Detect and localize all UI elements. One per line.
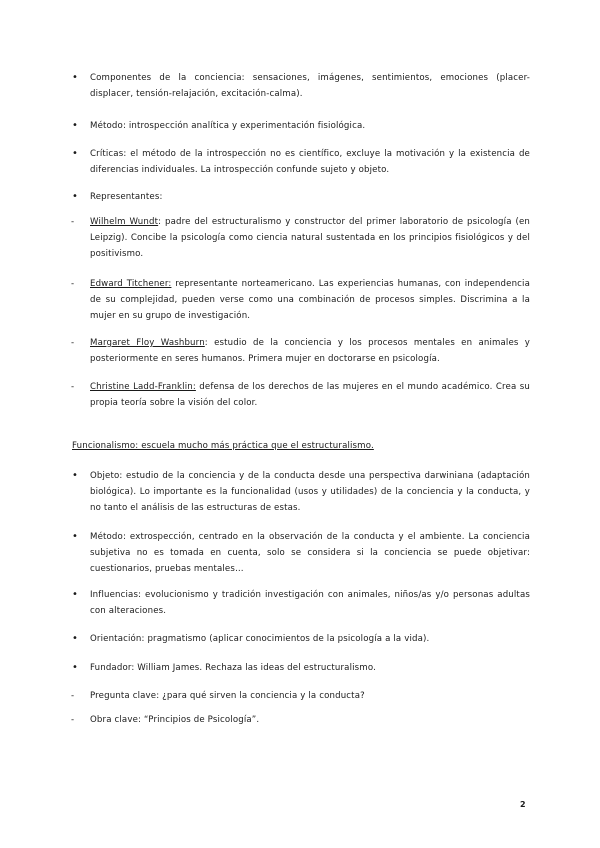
- item-text: Orientación: pragmatismo (aplicar conocimientos de la psicología a la vida).: [90, 634, 430, 644]
- section-heading: Funcionalismo: escuela mucho más práctica que el estructuralismo.: [72, 441, 374, 451]
- item-text: Pregunta clave: ¿para qué sirven la conciencia y la conducta?: [90, 691, 365, 701]
- item-text: Críticas: el método de la introspección no es científico, excluye la motivación y la existencia de diferencias individuales. La introspección confunde sujeto y objeto.: [90, 149, 530, 175]
- list-item: [71, 712, 530, 728]
- item-text: Influencias: evolucionismo y tradición investigación con animales, niños/as y/o personas adultas con alteraciones.: [90, 590, 530, 616]
- item-text: Fundador: William James. Rechaza las ideas del estructuralismo.: [90, 663, 376, 673]
- bullet-icon: •: [72, 662, 79, 673]
- dash-icon: -: [71, 338, 75, 348]
- list-item: [72, 146, 530, 178]
- representative-text: : estudio de la conciencia y los procesos mentales en animales y posteriormente en seres humanos. Primera mujer en doctorarse en psicología.: [90, 338, 530, 364]
- bullet-icon: •: [72, 531, 79, 542]
- representative-text: defensa de los derechos de las mujeres en el mundo académico. Crea su propia teoría sobre la visión del color.: [90, 382, 531, 408]
- bullet-icon: •: [72, 72, 79, 83]
- list-item: [72, 118, 530, 134]
- dash-icon: -: [71, 691, 75, 701]
- list-item: [71, 688, 530, 704]
- representative-item: [71, 335, 530, 367]
- bullet-icon: •: [72, 148, 79, 159]
- item-text: Componentes de la conciencia: sensaciones, imágenes, sentimientos, emociones (placer-displacer, tensión-relajación, excitación-calma).: [90, 73, 530, 99]
- dash-icon: -: [71, 382, 75, 392]
- representative-name: Christine Ladd-Franklin:: [90, 382, 196, 392]
- representative-item: [71, 214, 530, 262]
- representative-item: [71, 276, 530, 324]
- bullet-icon: •: [72, 633, 79, 644]
- page-number: 2: [520, 800, 526, 809]
- item-text: Representantes:: [90, 192, 163, 202]
- list-item: [72, 189, 530, 205]
- list-item: [72, 587, 530, 619]
- list-item: [72, 468, 530, 516]
- list-item: [72, 70, 530, 102]
- dash-icon: -: [71, 279, 75, 289]
- bullet-icon: •: [72, 589, 79, 600]
- dash-icon: -: [71, 715, 75, 725]
- item-text: Obra clave: “Principios de Psicología”.: [90, 715, 260, 725]
- representative-text: : padre del estructuralismo y constructor del primer laboratorio de psicología (en Leipzig). Concibe la psicología como ciencia natural sustentada en los principios fisiológicos y del positivismo.: [90, 217, 530, 259]
- representative-name: Edward Titchener:: [90, 279, 172, 289]
- bullet-icon: •: [72, 120, 79, 131]
- item-text: Método: extrospección, centrado en la observación de la conducta y el ambiente. La conciencia subjetiva no es tomada en cuenta, solo se considera si la conciencia se puede objetivar: cuestionarios, pruebas mentales…: [90, 532, 530, 574]
- representative-name: Wilhelm Wundt: [90, 217, 159, 227]
- representative-name: Margaret Floy Washburn: [90, 338, 205, 348]
- item-text: Método: introspección analítica y experimentación fisiológica.: [90, 121, 366, 131]
- list-item: [72, 660, 530, 676]
- bullet-icon: •: [72, 470, 79, 481]
- representative-text: representante norteamericano. Las experiencias humanas, con independencia de su complejidad, pueden verse como una combinación de procesos simples. Discrimina a la mujer en su grupo de investigación.: [90, 279, 530, 321]
- list-item: [72, 631, 530, 647]
- bullet-icon: •: [72, 191, 79, 202]
- item-text: Objeto: estudio de la conciencia y de la conducta desde una perspectiva darwiniana (adaptación biológica). Lo importante es la funcionalidad (usos y utilidades) de la conciencia y la conducta, y no tanto el análisis de las estructuras de estas.: [90, 471, 530, 513]
- representative-item: [71, 379, 531, 411]
- list-item: [72, 529, 530, 577]
- dash-icon: -: [71, 217, 75, 227]
